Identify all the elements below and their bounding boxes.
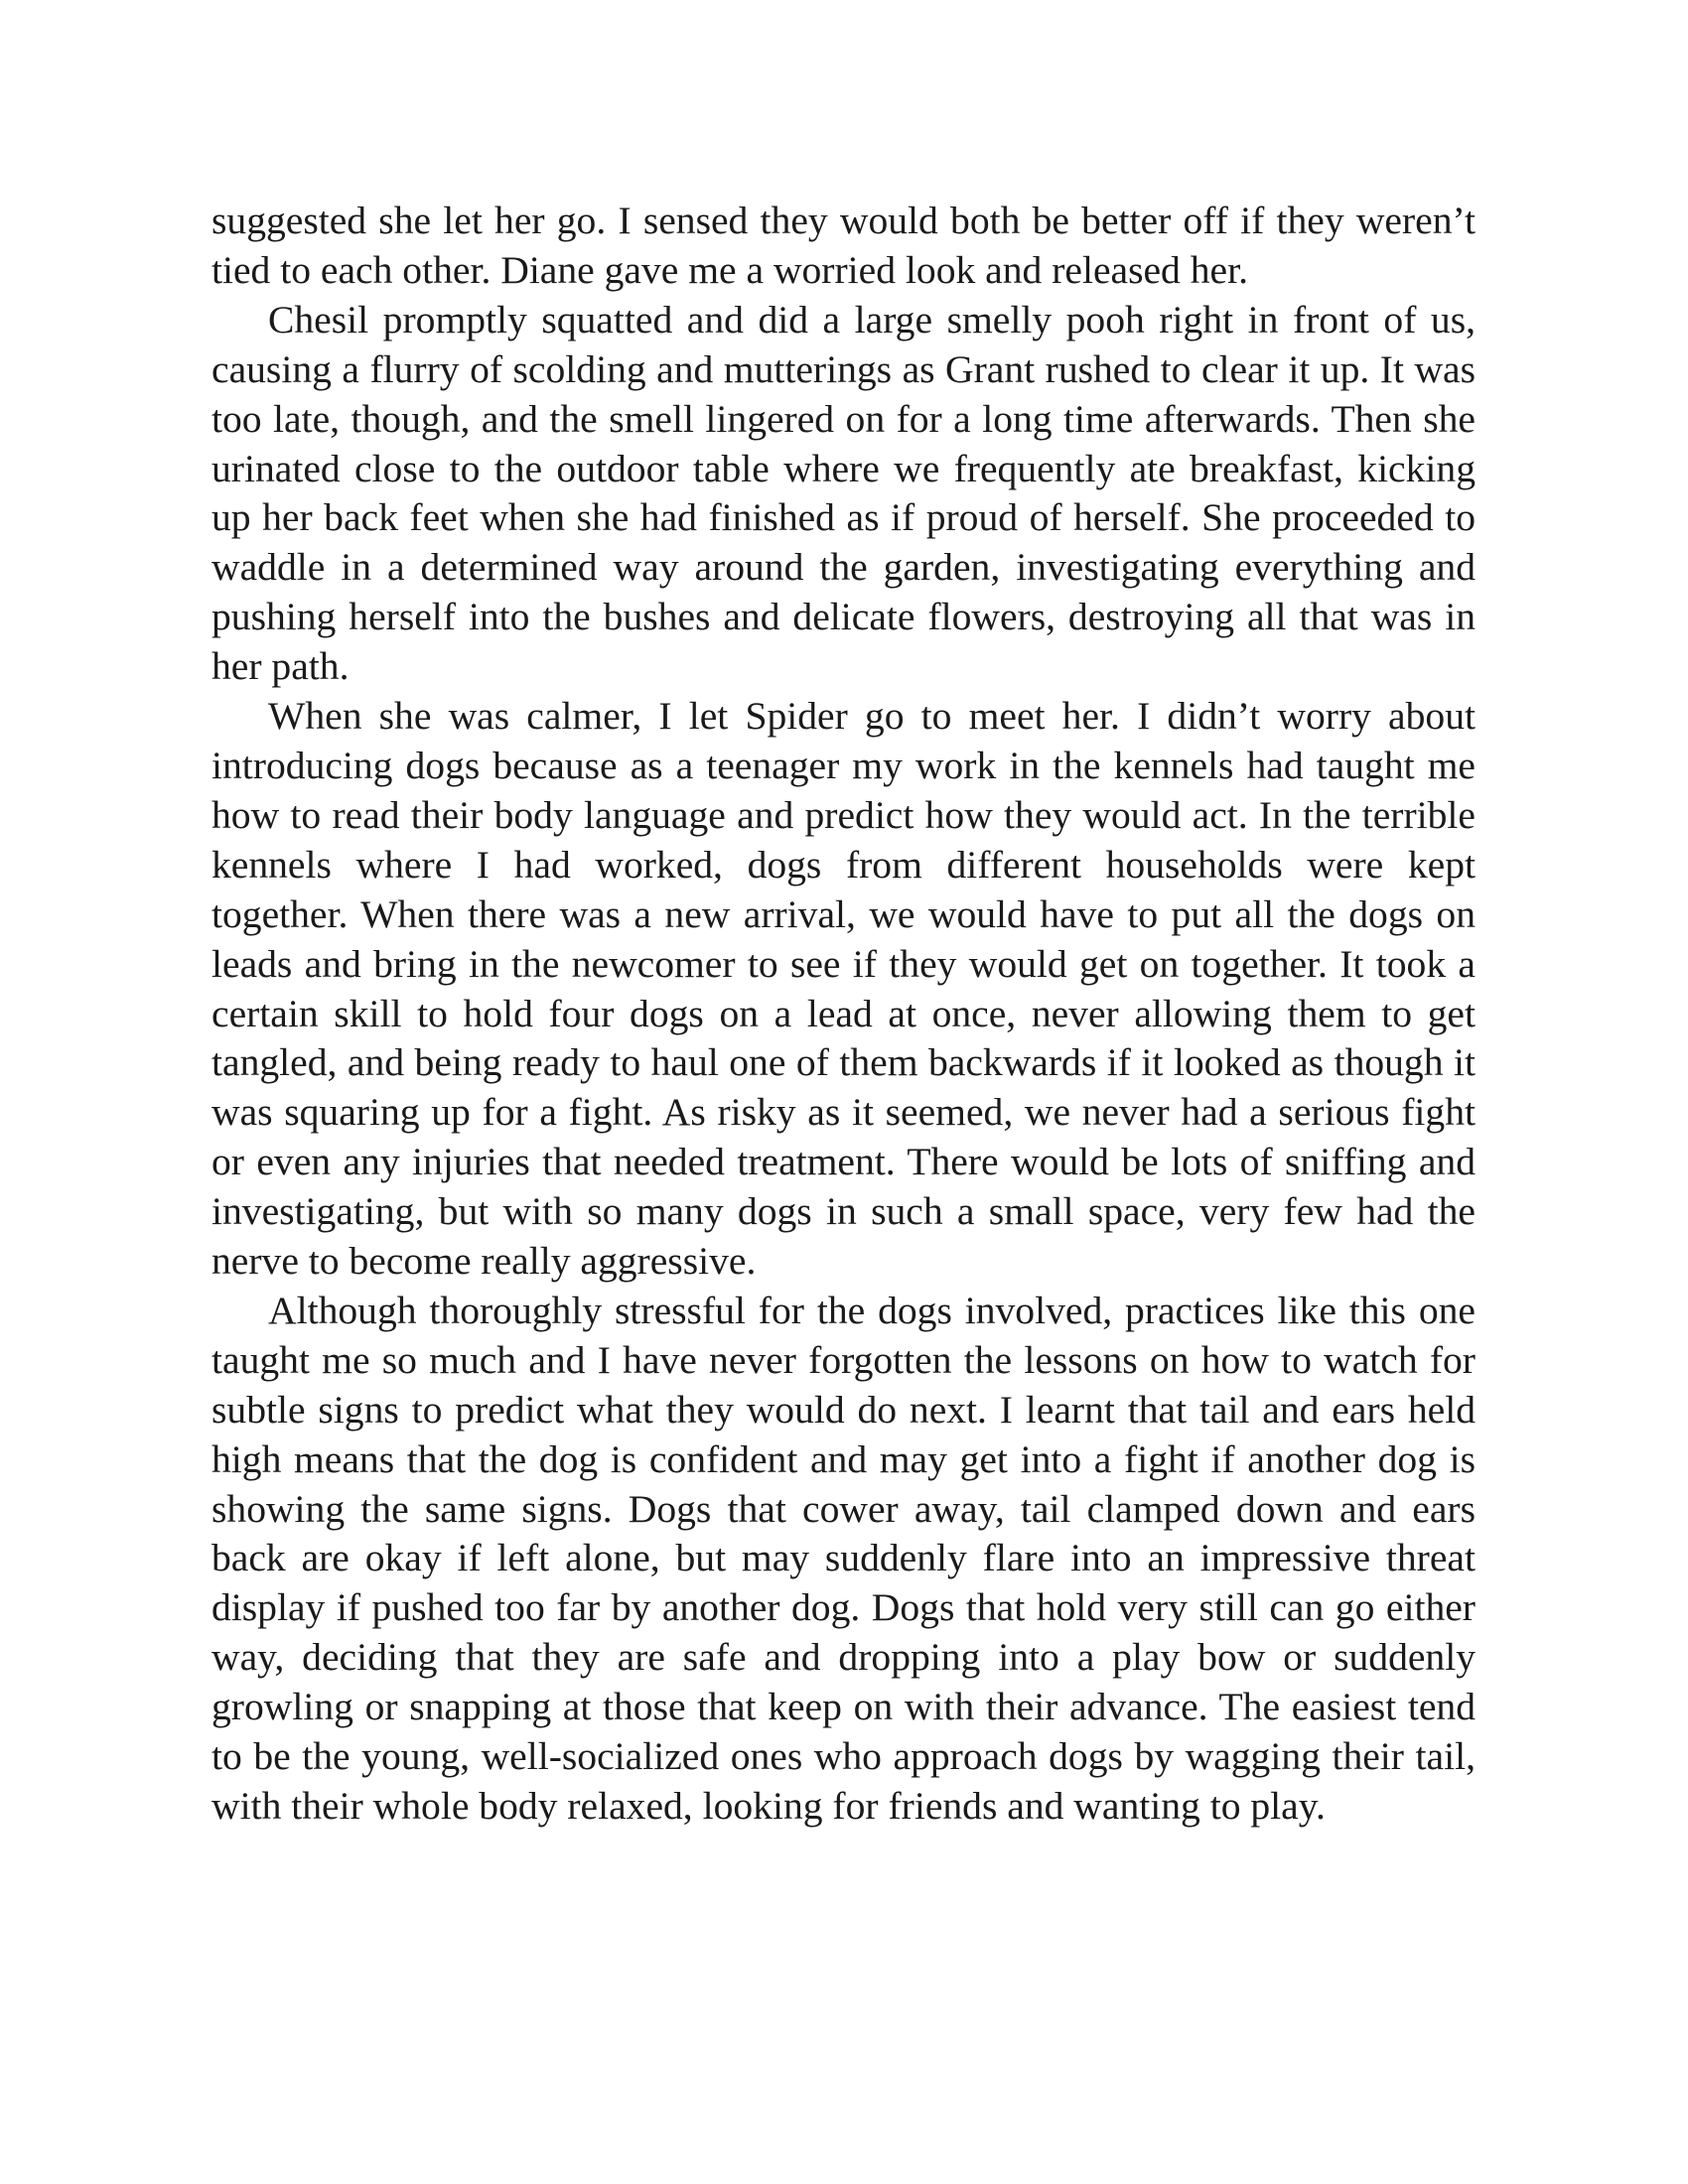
paragraph-chesil: Chesil promptly squatted and did a large smelly pooh right in front of us, causing a flurry of scolding and mutterings as Grant rushed to clear it up. It was too late, though, and the smell lingered on for a long time afterwards. Then she urinated close to the outdoor table where we frequently ate breakfast, kicking up her back feet when she had finished as if proud of herself. She proceeded to waddle in a determined way around the garden, investigating everything and pushing herself into the bushes and delicate flowers, destroying all that was in her path. bbox=[211, 297, 1476, 689]
paragraph-dog-body-language: Although thoroughly stressful for the dogs involved, practices like this one taught me so much and I have never forgotten the lessons on how to watch for subtle signs to predict what they would do next. I learnt that tail and ears held high means that the dog is confident and may get into a fight if another dog is showing the same signs. Dogs that cower away, tail clamped down and ears back are okay if left alone, but may suddenly flare into an impressive threat display if pushed too far by another dog. Dogs that hold very still can go either way, deciding that they are safe and dropping into a play bow or suddenly growling or snapping at those that keep on with their advance. The easiest tend to be the young, well-socialized ones who approach dogs by wagging their tail, with their whole body relaxed, looking for friends and wanting to play. bbox=[211, 1288, 1476, 1828]
paragraph-continued: suggested she let her go. I sensed they would both be better off if they weren’t tied to each other. Diane gave me a worried look and released her. bbox=[211, 199, 1476, 292]
paragraph-spider-introduction: When she was calmer, I let Spider go to meet her. I didn’t worry about introducing dogs because as a teenager my work in the kennels had taught me how to read their body language and predict how they would act. In the terrible kennels where I had worked, dogs from different households were kept together. When there was a new arrival, we would have to put all the dogs on leads and bring in the newcomer to see if they would get on together. It took a certain skill to hold four dogs on a lead at once, never allowing them to get tangled, and being ready to haul one of them backwards if it looked as though it was squaring up for a fight. As risky as it seemed, we never had a serious fight or even any injuries that needed treatment. There would be lots of sniffing and investigating, but with so many dogs in such a small space, very few had the nerve to become really aggressive. bbox=[211, 694, 1476, 1284]
book-page bbox=[211, 197, 1476, 1832]
